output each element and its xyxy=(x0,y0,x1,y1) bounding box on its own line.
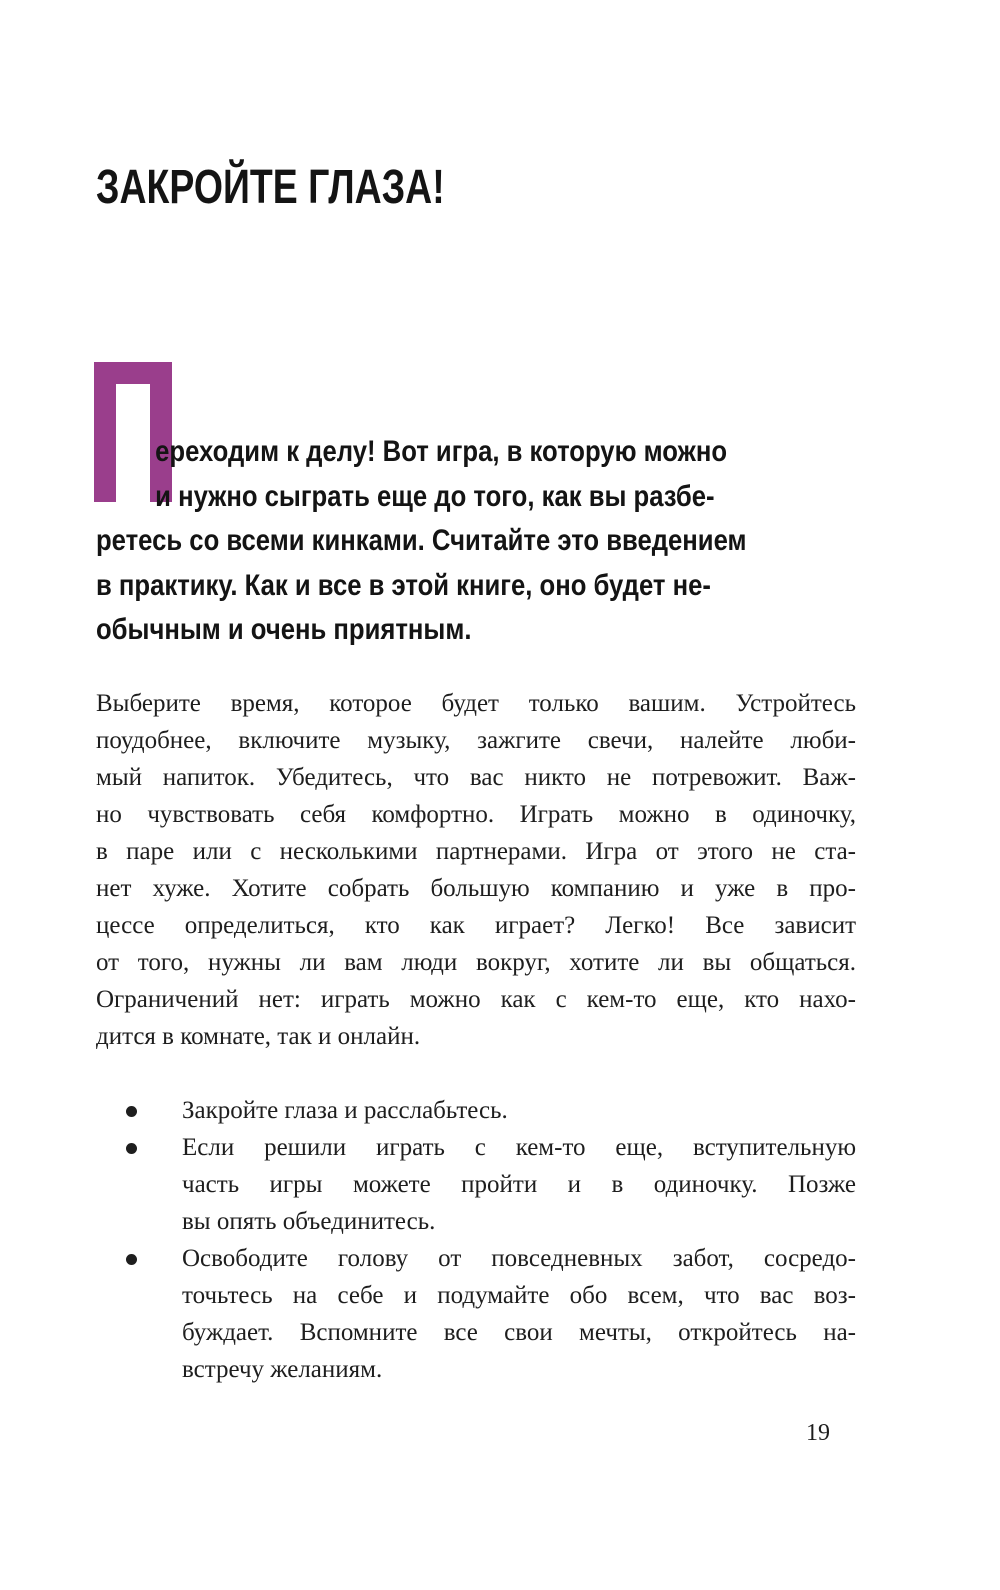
bullet-icon xyxy=(126,1254,137,1265)
bullet-line: вы опять объединитесь. xyxy=(182,1208,436,1235)
lead-line: ереходим к делу! Вот игра, в которую можно xyxy=(155,435,728,468)
bullet-item xyxy=(96,1092,856,1129)
lead-line: обычным и очень приятным. xyxy=(96,613,472,646)
bullet-line: точьтесь на себе и подумайте обо всем, что вас воз- xyxy=(182,1282,856,1309)
lead-line: и нужно сыграть еще до того, как вы разбе- xyxy=(155,479,715,513)
chapter-title: ЗАКРОЙТЕ ГЛАЗА! xyxy=(96,161,445,214)
bullet-item xyxy=(96,1240,856,1388)
bullet-icon xyxy=(126,1106,137,1117)
bullet-line: Закройте глаза и расслабьтесь. xyxy=(182,1097,508,1124)
body-line: мый напиток. Убедитесь, что вас никто не потревожит. Важ- xyxy=(96,764,856,791)
body-line: дится в комнате, так и онлайн. xyxy=(96,1023,421,1050)
lead-paragraph xyxy=(96,430,775,653)
page-number: 19 xyxy=(806,1420,830,1446)
bullet-line: Освободите голову от повседневных забот, сосредо- xyxy=(182,1245,856,1272)
body-line: в паре или с несколькими партнерами. Игра от этого не ста- xyxy=(96,838,856,865)
lead-line: в практику. Как и все в этой книге, оно будет не- xyxy=(96,568,711,602)
lead-line: ретесь со всеми кинками. Считайте это введением xyxy=(96,524,747,557)
body-line: но чувствовать себя комфортно. Играть можно в одиночку, xyxy=(96,801,856,828)
body-line: от того, нужны ли вам люди вокруг, хотите ли вы общаться. xyxy=(96,949,856,976)
bullet-line: часть игры можете пройти и в одиночку. Позже xyxy=(182,1171,856,1198)
bullet-item xyxy=(96,1129,856,1240)
bullet-line: встречу желаниям. xyxy=(182,1356,383,1383)
body-line: Выберите время, которое будет только вашим. Устройтесь xyxy=(96,690,856,717)
bullet-list xyxy=(96,1092,856,1388)
body-line: поудобнее, включите музыку, зажгите свечи, налейте люби- xyxy=(96,727,856,754)
body-line: Ограничений нет: играть можно как с кем-то еще, кто нахо- xyxy=(96,986,856,1013)
body-paragraph xyxy=(96,685,856,1055)
bullet-line: буждает. Вспомните все свои мечты, откройтесь на- xyxy=(182,1319,856,1346)
body-line: цессе определиться, кто как играет? Легко! Все зависит xyxy=(96,912,856,939)
body-line: нет хуже. Хотите собрать большую компанию и уже в про- xyxy=(96,875,856,902)
bullet-icon xyxy=(126,1143,137,1154)
bullet-line: Если решили играть с кем-то еще, вступительную xyxy=(182,1134,856,1161)
